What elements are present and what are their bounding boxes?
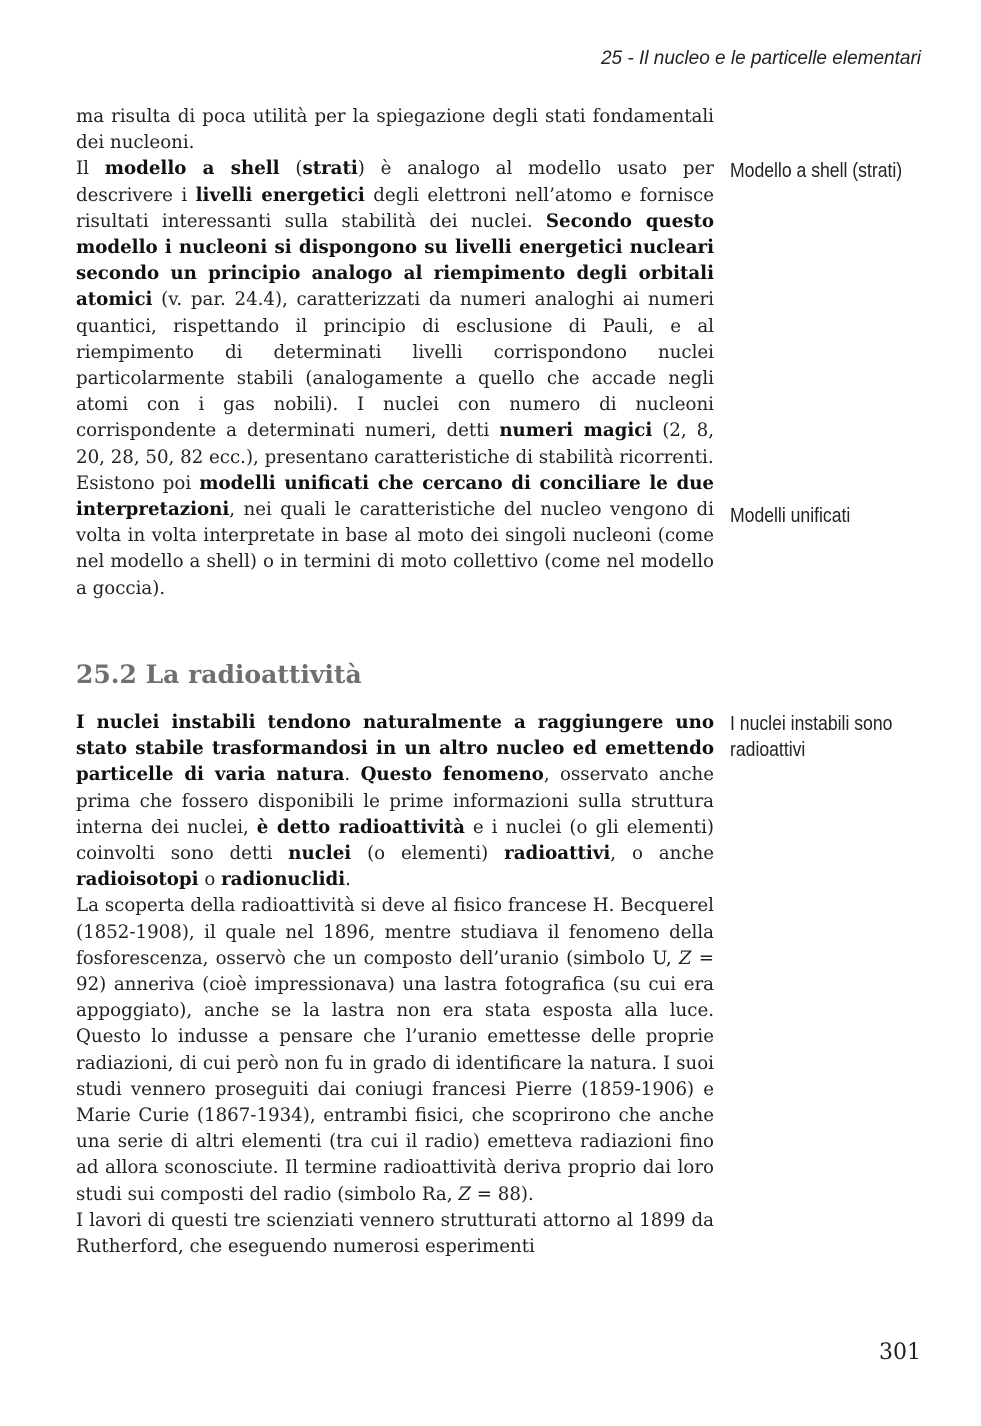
margin-note-shell-model: Modello a shell (strati) [730,160,903,182]
text-run: degli elettroni nell’atomo e fornisce risultati interessanti sulla stabilità dei nuclei. [76,184,714,232]
bold-term: I nuclei instabili tendono naturalmente a raggiungere uno stato stabile trasformandosi in un altro nucleo ed emettendo particelle di varia natura [76,712,714,786]
paragraph-shell-model [76,156,714,470]
paragraph-becquerel [76,893,714,1207]
margin-note-unified-models: Modelli unificati [730,505,851,527]
text-run: e i nuclei (o gli elementi) coinvolti sono detti [76,816,714,865]
text-run: (2, 8, 20, 28, 50, 82 ecc.), presentano caratteristiche di stabilità ricorrenti. [76,420,714,468]
text-run: Esistono poi [76,472,200,494]
body-text-section2 [76,710,714,1260]
running-header: 25 - Il nucleo e le particelle elementari [600,48,921,69]
text-run: , nei quali le caratteristiche del nucleo vengono di volta in volta interpretate in base al moto dei singoli nucleoni (come nel modello a shell) o in termini di moto collettivo (come nel modello a goccia). [76,499,714,599]
text-run: o [198,869,222,891]
text-run: (o elementi) [351,843,505,865]
text-run: ( [279,158,303,180]
text-run: . [344,764,361,786]
bold-term: Questo fenomeno [360,764,544,786]
bold-term: nuclei [288,843,352,865]
paragraph-rutherford: I lavori di questi tre scienziati vennero strutturati attorno al 1899 da Rutherford, che eseguendo numerosi esperimenti [76,1209,714,1258]
text-run: (v. par. 24.4), caratterizzati da numeri analoghi ai numeri quantici, rispettando il principio di esclusione di Pauli, e al riempimento di determinati livelli corrispondono nuclei particolarmente stabili (analogamente a quello che accade negli atomi con i gas nobili). I nuclei con numero di nucleoni corrispondente a determinati numeri, detti [76,289,714,442]
text-run: = 88). [470,1183,534,1205]
bold-term: modello a shell [104,158,280,180]
body-text-section1 [76,104,714,602]
bold-term: livelli energetici [195,184,365,206]
section-heading: 25.2 La radioattività [76,660,362,689]
bold-term: strati [302,158,358,180]
bold-term: radioisotopi [76,869,199,891]
text-run: , o anche [610,843,714,865]
bold-term: radioattivi [504,843,611,865]
paragraph-radioactivity-definition [76,710,714,893]
text-run: = 92) anneriva (cioè impressionava) una lastra fotografica (su cui era appoggiato), anche se la lastra non era stata esposta alla luce. Questo lo indusse a pensare che l’uranio emettesse delle proprie radiazioni, di cui però non fu in grado di identificare la natura. I suoi studi vennero proseguiti dai coniugi francesi Pierre (1859-1906) e Marie Curie (1867-1934), entrambi fisici, che scoprirono che anche una serie di altri elementi (tra cui il radio) emetteva radiazioni fino ad allora sconosciute. Il termine radioattività deriva proprio dai loro studi sui composti del radio (simbolo Ra, [76,947,714,1205]
margin-note-unstable-nuclei: I nuclei instabili sono radioattivi [730,713,893,761]
bold-term: radionuclidi [221,869,346,891]
text-run: , osservato anche prima che fossero disponibili le prime informazioni sulla struttura interna dei nuclei, [76,764,714,838]
page-number: 301 [879,1340,921,1365]
text-run: Il [76,158,105,180]
bold-term: è detto radioattività [256,816,465,838]
bold-term: Secondo questo modello i nucleoni si dispongono su livelli energetici nucleari secondo un principio analogo al riempimento degli orbitali atomici [76,210,714,311]
paragraph-unified-models [76,471,714,602]
bold-term: modelli unificati che cercano di conciliare le due interpretazioni [76,472,715,521]
paragraph-continuation: ma risulta di poca utilità per la spiegazione degli stati fondamentali dei nucleoni. [76,106,714,154]
italic-symbol: Z [458,1183,471,1205]
text-run: ) è analogo al modello usato per descrivere i [76,158,714,206]
bold-term: numeri magici [499,420,653,442]
text-run: . [345,869,351,891]
italic-symbol: Z [678,947,692,969]
text-run: La scoperta della radioattività si deve al fisico francese H. Becquerel (1852-1908), il quale nel 1896, mentre studiava il fenomeno della fosforescenza, osservò che un composto dell’uranio (simbolo U, [76,895,714,969]
